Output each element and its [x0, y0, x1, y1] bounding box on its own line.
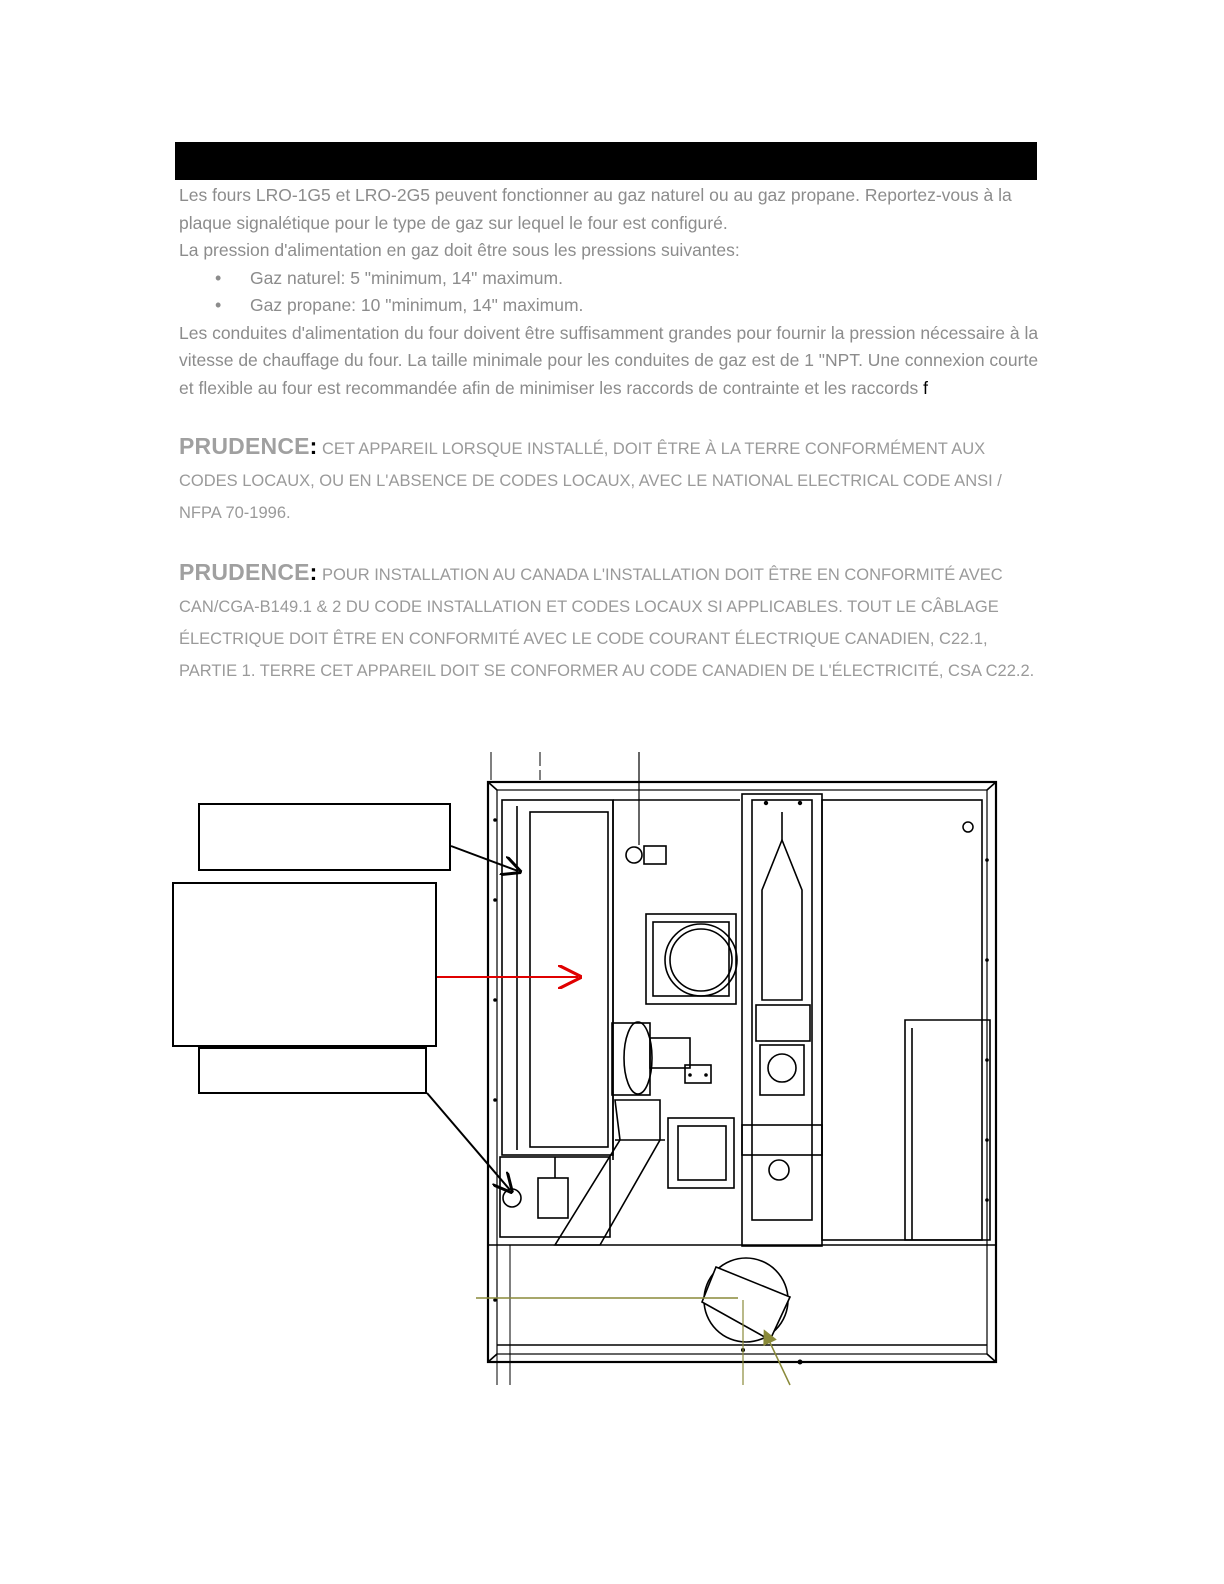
caution-colon: :	[309, 433, 318, 459]
caution-text: POUR INSTALLATION AU CANADA L'INSTALLATION DOIT ÊTRE EN CONFORMITÉ AVEC CAN/CGA-B149.1 & 2 DU CODE INSTALLATION ET CODES LOCAUX SI APPLICABLES. TOUT LE CÂBLAGE ÉLECTRIQUE DOIT ÊTRE EN CONFORMITÉ AVEC LE CODE COURANT ÉLECTRIQUE CANADIEN, C22.1, PARTIE 1. TERRE CET APPAREIL DOIT SE CONFORMER AU CODE CANADIEN DE L'ÉLECTRICITÉ, CSA C22.2.	[179, 566, 1035, 680]
callout-box-2	[172, 882, 437, 1047]
pressure-paragraph: La pression d'alimentation en gaz doit être sous les pressions suivantes:	[179, 240, 740, 260]
stray-character: f	[923, 377, 928, 398]
list-item-propane-gas: • Gaz propane: 10 "minimum, 14" maximum.	[179, 292, 1049, 320]
list-item-natural-gas: • Gaz naturel: 5 "minimum, 14" maximum.	[179, 265, 1049, 293]
callout-arrow-1	[451, 846, 518, 871]
caution-text: CET APPAREIL LORSQUE INSTALLÉ, DOIT ÊTRE À LA TERRE CONFORMÉMENT AUX CODES LOCAUX, OU EN L'ABSENCE DE CODES LOCAUX, AVEC LE NATIONAL ELECTRICAL CODE ANSI / NFPA 70-1996.	[179, 440, 1002, 522]
caution-colon: :	[309, 559, 318, 585]
callout-box-3	[198, 1047, 427, 1094]
callout-box-1	[198, 803, 451, 871]
caution-label: PRUDENCE	[179, 559, 310, 585]
oven-outline	[488, 752, 996, 1385]
leader-arrow-bottom	[765, 1332, 790, 1385]
supply-lines-text: Les conduites d'alimentation du four doivent être suffisamment grandes pour fournir la pression nécessaire à la vitesse de chauffage du four. La taille minimale pour les conduites de gaz est de 1 "NPT. Une connexion courte et flexible au four est recommandée afin de minimiser les raccords de contrainte et les raccords	[179, 322, 1039, 398]
intro-paragraph: Les fours LRO-1G5 et LRO-2G5 peuvent fonctionner au gaz naturel ou au gaz propane. Reportez-vous à la plaque signalétique pour le type de gaz sur lequel le four est configuré.	[179, 185, 1012, 233]
caution-label: PRUDENCE	[179, 433, 310, 459]
